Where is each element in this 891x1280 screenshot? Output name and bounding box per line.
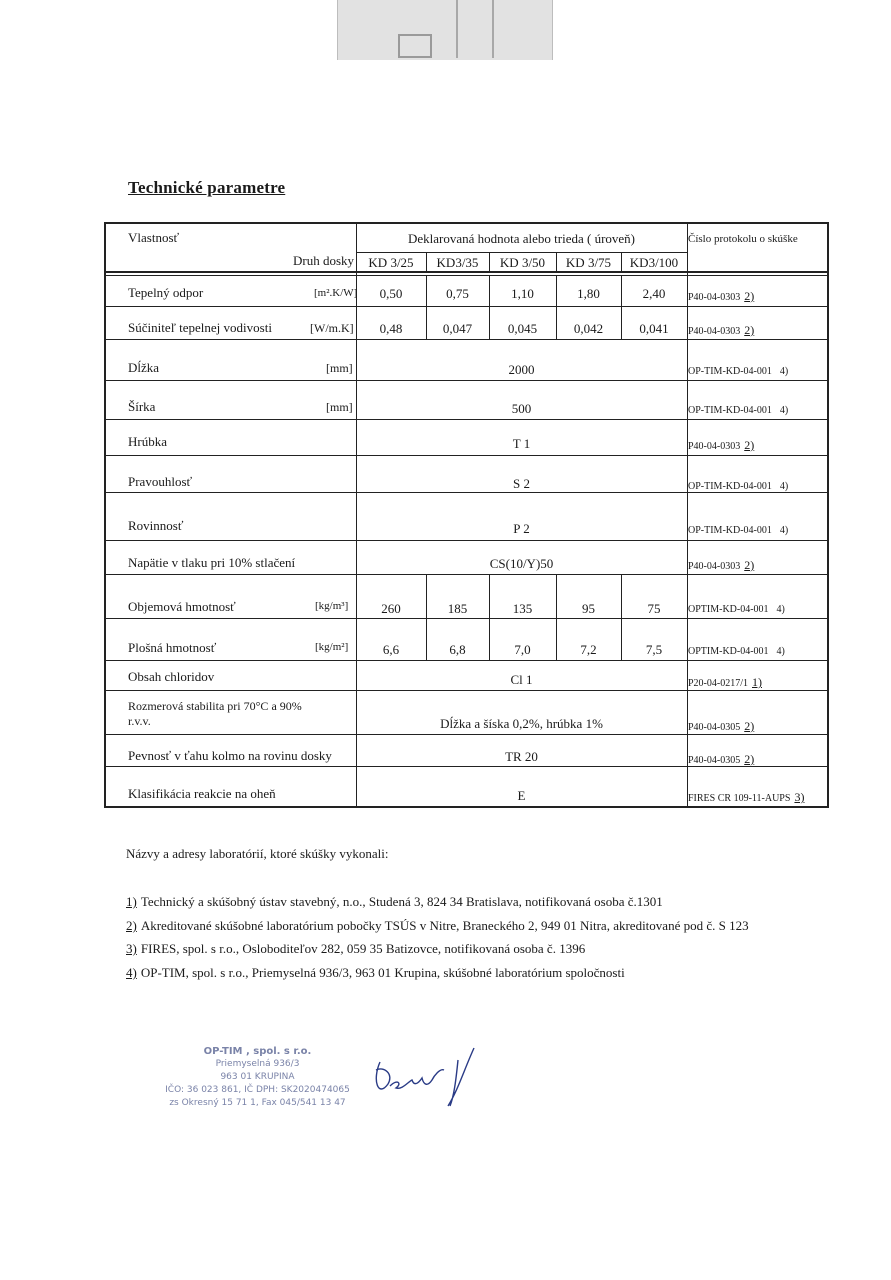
protocol-cell <box>688 558 754 573</box>
board-type: KD 3/25 <box>368 255 414 270</box>
table-cell-value: 185 <box>447 601 468 616</box>
property-name: Dĺžka <box>128 360 160 375</box>
table-cell-value: E <box>517 788 526 803</box>
table-cell-value: 0,48 <box>379 321 403 336</box>
lab-ref: 4) <box>779 405 789 416</box>
table-cell-value: 0,045 <box>507 321 538 336</box>
protocol-cell <box>688 752 754 767</box>
page-title: Technické parametre <box>128 178 286 197</box>
protocol-cell <box>688 481 788 492</box>
lab-ref: 4) <box>779 481 789 492</box>
protocol-cell <box>688 646 785 657</box>
table-cell-value: 1,80 <box>577 286 600 301</box>
table-cell-value: P 2 <box>513 521 530 536</box>
table-cell-value: 0,75 <box>446 286 469 301</box>
protocol-cell <box>688 719 754 734</box>
scanned-letterhead-fragment <box>337 0 553 60</box>
lab-ref: 4) <box>776 646 785 657</box>
table-cell-value: 0,047 <box>442 321 473 336</box>
property-name: Obsah chloridov <box>128 669 215 684</box>
board-type: KD3/35 <box>436 255 479 270</box>
table-cell-value: 260 <box>381 601 401 616</box>
table-cell-value: 1,10 <box>511 286 534 301</box>
property-unit: [kg/m²] <box>315 641 349 653</box>
protocol-code: P40-04-0303 <box>688 326 741 337</box>
board-type: KD3/100 <box>629 255 679 270</box>
stamp-line: IČO: 36 023 861, IČ DPH: SK2020474065 <box>165 1085 350 1095</box>
table-cell-value: 2,40 <box>642 286 666 301</box>
table-cell-value: 7,0 <box>514 642 531 657</box>
property-name: Rozmerová stabilita pri 70°C a 90% <box>128 699 302 713</box>
stamp-line: OP-TIM , spol. s r.o. <box>203 1046 312 1057</box>
protocol-code: OPTIM-KD-04-001 <box>688 646 769 657</box>
property-name: Pravouhlosť <box>128 474 193 489</box>
board-type: KD 3/75 <box>565 255 612 270</box>
property-name: Objemová hmotnosť <box>128 599 236 614</box>
header-protocol-number: Číslo protokolu o skúške <box>688 233 798 245</box>
table-cell-value: T 1 <box>512 436 531 451</box>
property-name: Plošná hmotnosť <box>128 640 217 655</box>
protocol-code: OP-TIM-KD-04-001 <box>688 525 772 536</box>
lab-note-text: FIRES, spol. s r.o., Osloboditeľov 282, 059 35 Batizovce, notifikovaná osoba č. 1396 <box>140 941 586 956</box>
lab-note <box>126 918 749 934</box>
lab-ref: 2) <box>744 752 755 766</box>
board-type: KD 3/50 <box>499 255 546 270</box>
table-cell-value: 2000 <box>508 362 535 377</box>
table-cell-value: 7,2 <box>580 642 597 657</box>
property-name: Pevnosť v ťahu kolmo na rovinu dosky <box>128 748 332 763</box>
stamp-line: zs Okresný 15 71 1, Fax 045/541 13 47 <box>169 1098 346 1108</box>
lab-ref: 4) <box>779 366 789 377</box>
signature-icon <box>368 1040 483 1110</box>
stamp-line: Priemyselná 936/3 <box>215 1059 300 1069</box>
table-cell-value: 95 <box>582 601 595 616</box>
property-name: Šírka <box>128 399 156 414</box>
protocol-cell <box>688 323 754 338</box>
lab-ref: 1) <box>752 675 762 689</box>
protocol-code: P40-04-0305 <box>688 722 741 733</box>
lab-note-number: 4) <box>126 965 137 980</box>
lab-ref: 2) <box>744 438 755 452</box>
lab-note <box>126 894 663 910</box>
table-cell-value: S 2 <box>513 476 530 491</box>
table-cell-value: 7,5 <box>645 642 663 657</box>
stamp-line: 963 01 KRUPINA <box>220 1072 295 1082</box>
property-unit: [m².K/W] <box>314 287 358 299</box>
lab-ref: 2) <box>744 719 755 733</box>
lab-note <box>126 965 625 981</box>
table-cell-value: 6,6 <box>382 642 400 657</box>
table-cell-value: TR 20 <box>505 749 538 764</box>
property-unit: [W/m.K] <box>310 321 354 335</box>
lab-ref: 2) <box>744 289 755 303</box>
protocol-cell <box>688 675 762 690</box>
property-name-line2: r.v.v. <box>128 714 151 728</box>
protocol-code: OP-TIM-KD-04-001 <box>688 366 772 377</box>
table-cell-value: 75 <box>647 601 661 616</box>
protocol-cell <box>688 405 788 416</box>
protocol-code: OPTIM-KD-04-001 <box>688 604 769 615</box>
lab-note-number: 2) <box>126 918 137 933</box>
protocol-code: OP-TIM-KD-04-001 <box>688 481 772 492</box>
header-declared-value: Deklarovaná hodnota alebo trieda ( úroveň) <box>407 231 636 246</box>
protocol-cell <box>688 790 804 805</box>
property-name: Klasifikácia reakcie na oheň <box>128 786 276 801</box>
lab-note-text: Technický a skúšobný ústav stavebný, n.o., Studená 3, 824 34 Bratislava, notifikovaná osoba č.1301 <box>140 894 663 909</box>
property-name: Tepelný odpor <box>128 285 204 300</box>
lab-note-text: OP-TIM, spol. s r.o., Priemyselná 936/3, 963 01 Krupina, skúšobné laboratórium spoločnosti <box>140 965 625 980</box>
labs-heading: Názvy a adresy laboratórií, ktoré skúšky vykonali: <box>126 846 389 861</box>
lab-note-number: 3) <box>126 941 137 956</box>
protocol-code: FIRES CR 109-11-AUPS <box>688 793 791 804</box>
protocol-code: P40-04-0305 <box>688 755 741 766</box>
table-cell-value: 500 <box>511 401 532 416</box>
table-cell-value: 135 <box>512 601 533 616</box>
table-cell-value: Dĺžka a šíska 0,2%, hrúbka 1% <box>440 716 603 731</box>
logo-mark-icon <box>398 34 432 58</box>
lab-note-text: Akreditované skúšobné laboratórium pobočky TSÚS v Nitre, Braneckého 2, 949 01 Nitra, akreditované pod č. S 123 <box>140 918 749 933</box>
lab-ref: 4) <box>779 525 789 536</box>
protocol-code: P20-04-0217/1 <box>688 678 748 689</box>
property-unit: [mm] <box>326 361 353 375</box>
protocol-cell <box>688 525 788 536</box>
table-cell-value: 0,041 <box>639 321 669 336</box>
table-cell-value: CS(10/Y)50 <box>489 556 554 571</box>
protocol-cell <box>688 604 785 615</box>
header-vlastnost: Vlastnosť <box>128 230 180 245</box>
lab-ref: 3) <box>794 790 805 804</box>
lab-ref: 2) <box>744 558 755 572</box>
property-name: Napätie v tlaku pri 10% stlačení <box>128 555 296 570</box>
lab-ref: 4) <box>776 604 785 615</box>
property-name: Hrúbka <box>128 434 167 449</box>
header-druh-dosky: Druh dosky <box>293 253 355 268</box>
table-cell-value: 0,50 <box>379 286 403 301</box>
table-cell-value: 0,042 <box>573 321 604 336</box>
property-unit: [mm] <box>326 400 353 414</box>
company-stamp <box>150 1045 365 1125</box>
table-cell-value: Cl 1 <box>510 672 533 687</box>
protocol-cell <box>688 366 788 377</box>
protocol-code: OP-TIM-KD-04-001 <box>688 405 772 416</box>
lab-note-number: 1) <box>126 894 137 909</box>
table-cell-value: 6,8 <box>449 642 466 657</box>
parameters-table <box>104 222 829 808</box>
protocol-code: P40-04-0303 <box>688 292 741 303</box>
protocol-cell <box>688 289 754 304</box>
protocol-code: P40-04-0303 <box>688 441 741 452</box>
tower-icon <box>456 0 494 58</box>
protocol-cell <box>688 438 754 453</box>
property-name: Súčiniteľ tepelnej vodivosti <box>128 320 272 335</box>
lab-ref: 2) <box>744 323 755 337</box>
property-name: Rovinnosť <box>128 518 184 533</box>
protocol-code: P40-04-0303 <box>688 561 741 572</box>
property-unit: [kg/m³] <box>315 600 349 612</box>
lab-note <box>126 941 585 957</box>
